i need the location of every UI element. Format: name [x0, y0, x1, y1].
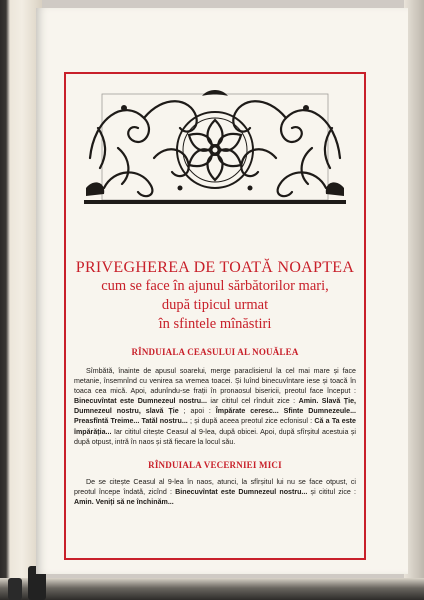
bold-phrase: Împărate ceresc... Sfinte Dumnezeule... Preasfîntă Treime... Tatăl nostru... — [74, 407, 356, 426]
bold-phrase: Amin. Slavă Ție, Dumnezeul nostru, slavă Ție — [74, 397, 356, 416]
bookmark-ribbon-secondary — [8, 578, 22, 600]
title-line-1: PRIVEGHEREA DE TOATĂ NOAPTEA — [75, 259, 355, 276]
section-heading-ceasul: RÎNDUIALA CEASULUI AL NOUĂLEA — [131, 347, 299, 357]
text-run: ; și după aceea preotul zice ecfonisul : — [187, 417, 315, 426]
floral-headpiece-ornament-icon — [84, 88, 346, 206]
bold-phrase: Binecuvîntat este Dumnezeul nostru... — [74, 397, 207, 406]
text-run: iar cititul cel rînduit zice : — [206, 397, 299, 406]
title-line-3: după tipicul urmat — [161, 297, 269, 313]
bold-phrase: Că a Ta este împărăția... — [74, 417, 356, 436]
title-line-4: în sfintele mînăstiri — [158, 316, 272, 332]
section-paragraph-ceasul — [74, 366, 356, 447]
section-heading-vecernie: RÎNDUIALA VECERNIEI MICI — [148, 460, 282, 470]
text-run: ; apoi : — [178, 407, 216, 416]
text-run: Sîmbătă, înainte de apusul soarelui, merge paraclisierul la cel mai mare și face metanie, însemnînd cu venirea sa vremea toacei. Și luînd binecuvîntare iese și toacă în toaca cea mică. Apoi, adunîndu-se frații în pronaosul bisericii, preotul face început : — [74, 367, 356, 396]
bold-phrase: Binecuvîntat este Dumnezeul nostru... — [175, 488, 308, 497]
book-bottom-edge — [0, 578, 424, 600]
text-run: De se citește Ceasul al 9-lea în naos, atunci, la sfîrșitul lui nu se face otpust, ci preotul începe îndată, zicînd : — [74, 478, 356, 497]
page-title — [68, 258, 362, 334]
bold-phrase: Amin. Veniți să ne închinăm... — [74, 498, 174, 507]
text-run: și cititul zice : — [307, 488, 356, 497]
title-line-2: cum se face în ajunul sărbătorilor mari, — [101, 278, 329, 294]
section-paragraph-vecernie — [74, 477, 356, 507]
text-run: Iar cititul citește Ceasul al 9-lea, după obicei. Apoi, după sfîrșitul acestuia și după otpust, intră în naos și stă fiecare la locul său. — [74, 427, 356, 446]
